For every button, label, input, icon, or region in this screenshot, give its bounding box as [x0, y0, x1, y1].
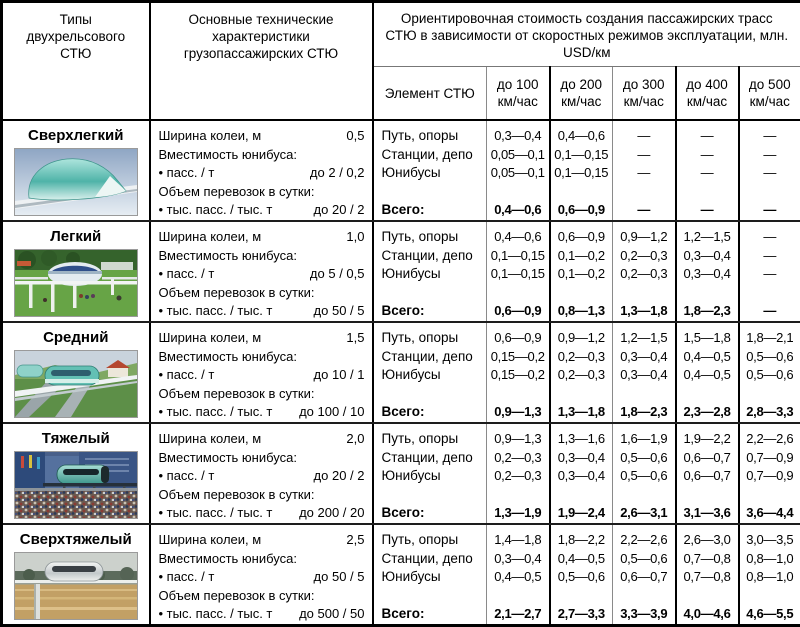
char-value	[361, 385, 365, 404]
element-label: Станции, депо	[382, 146, 487, 165]
cost-stations-value: 0,5—0,6	[613, 449, 675, 468]
header-characteristics	[150, 2, 373, 121]
char-label: Объем перевозок в сутки:	[159, 486, 315, 505]
cost-unibuses-value: —	[740, 265, 800, 284]
char-line	[159, 504, 365, 523]
char-value: 0,5	[342, 127, 364, 146]
cost-path-value: 1,4—1,8	[487, 531, 549, 550]
type-name: Легкий	[3, 228, 149, 246]
char-line	[159, 164, 365, 183]
cost-total-value: 1,3—1,9	[487, 504, 549, 523]
total-label: Всего:	[382, 605, 487, 624]
char-line	[159, 568, 365, 587]
cost-path-value: 0,9—1,2	[613, 228, 675, 247]
cost-total-value: 4,6—5,5	[740, 605, 800, 624]
speed-limit: до 400	[677, 76, 738, 93]
speed-unit: км/час	[740, 93, 800, 110]
cost-path-value: 2,2—2,6	[613, 531, 675, 550]
char-label: Вместимость юнибуса:	[159, 348, 297, 367]
characteristics-cell	[150, 524, 373, 626]
char-label: Ширина колеи, м	[159, 228, 262, 247]
char-label: • пасс. / т	[159, 467, 215, 486]
cost-cell-speed-500	[739, 322, 800, 423]
element-label: Юнибусы	[382, 164, 487, 183]
cost-unibuses-value: 0,15—0,2	[487, 366, 549, 385]
type-name: Сверхтяжелый	[3, 531, 149, 549]
cost-stations-value: —	[740, 146, 800, 165]
cost-total-value: 3,6—4,4	[740, 504, 800, 523]
char-line	[159, 201, 365, 220]
cost-stations-value: 0,5—0,6	[613, 550, 675, 569]
superheavy-photo	[14, 552, 138, 620]
cost-path-value: 0,9—1,2	[551, 329, 613, 348]
cost-unibuses-value: 0,1—0,2	[551, 265, 613, 284]
cost-total-value: 0,8—1,3	[551, 302, 613, 321]
char-value	[361, 183, 365, 202]
cost-stations-value: 0,2—0,3	[613, 247, 675, 266]
cost-cell-speed-400	[676, 423, 739, 524]
type-cell	[2, 524, 150, 626]
cost-unibuses-value: 0,3—0,4	[677, 265, 738, 284]
cost-path-value: 1,2—1,5	[613, 329, 675, 348]
char-label: Вместимость юнибуса:	[159, 449, 297, 468]
char-line	[159, 486, 365, 505]
char-label: Ширина колеи, м	[159, 127, 262, 146]
element-label: Юнибусы	[382, 467, 487, 486]
cost-total-value: 1,3—1,8	[551, 403, 613, 422]
cost-total-value: 4,0—4,6	[677, 605, 738, 624]
char-value: до 200 / 20	[295, 504, 364, 523]
type-row-ultralight	[2, 120, 800, 221]
speed-unit: км/час	[487, 93, 549, 110]
ultralight-unibus-image	[15, 149, 137, 215]
cost-path-value: 0,6—0,9	[551, 228, 613, 247]
cost-cell-speed-400	[676, 322, 739, 423]
char-value	[361, 146, 365, 165]
char-line	[159, 247, 365, 266]
char-label: Вместимость юнибуса:	[159, 550, 297, 569]
cost-total-value: 1,3—1,8	[613, 302, 675, 321]
cost-cell-speed-300	[613, 120, 676, 221]
cost-total-value: 1,9—2,4	[551, 504, 613, 523]
char-value: до 20 / 2	[310, 467, 365, 486]
cost-total-value: 0,9—1,3	[487, 403, 549, 422]
char-label: • пасс. / т	[159, 265, 215, 284]
cost-cell-speed-300	[613, 524, 676, 626]
char-line	[159, 302, 365, 321]
cost-stations-value: 0,7—0,9	[740, 449, 800, 468]
speed-unit: км/час	[613, 93, 675, 110]
char-line	[159, 146, 365, 165]
characteristics-cell	[150, 322, 373, 423]
header-characteristics-label: Основные технические характеристики грузопассажирских СТЮ	[151, 3, 372, 62]
cost-total-value: 2,7—3,3	[551, 605, 613, 624]
cost-cell-speed-300	[613, 322, 676, 423]
cost-path-value: 1,5—1,8	[677, 329, 738, 348]
cost-total-value: —	[740, 302, 800, 321]
char-label: Вместимость юнибуса:	[159, 247, 297, 266]
cost-total-value: —	[613, 201, 675, 220]
cost-cell-speed-400	[676, 524, 739, 626]
cost-path-value: 2,2—2,6	[740, 430, 800, 449]
char-line	[159, 550, 365, 569]
char-label: Объем перевозок в сутки:	[159, 587, 315, 606]
char-label: • тыс. пасс. / тыс. т	[159, 302, 273, 321]
char-line	[159, 403, 365, 422]
cost-path-value: 0,4—0,6	[551, 127, 613, 146]
char-value: 1,0	[342, 228, 364, 247]
characteristics-cell	[150, 423, 373, 524]
medium-unibus-image	[15, 351, 137, 417]
cost-cell-speed-100	[487, 524, 550, 626]
header-speed-500	[739, 67, 800, 121]
cost-cell-speed-200	[550, 221, 613, 322]
char-line	[159, 127, 365, 146]
cost-cell-speed-500	[739, 221, 800, 322]
element-label: Станции, депо	[382, 550, 487, 569]
cost-unibuses-value: —	[613, 164, 675, 183]
table-body	[2, 120, 800, 626]
cost-path-value: 1,6—1,9	[613, 430, 675, 449]
element-label: Юнибусы	[382, 265, 487, 284]
cost-cell-speed-400	[676, 221, 739, 322]
char-line	[159, 348, 365, 367]
cost-total-value: 2,8—3,3	[740, 403, 800, 422]
cost-path-value: 1,8—2,2	[551, 531, 613, 550]
cost-stations-value: 0,8—1,0	[740, 550, 800, 569]
medium-photo	[14, 350, 138, 418]
cost-path-value: 3,0—3,5	[740, 531, 800, 550]
speed-limit: до 200	[551, 76, 613, 93]
char-line	[159, 385, 365, 404]
cost-cell-speed-200	[550, 423, 613, 524]
cost-path-value: —	[740, 127, 800, 146]
element-cell	[373, 120, 487, 221]
cost-unibuses-value: 0,3—0,4	[613, 366, 675, 385]
cost-cell-speed-500	[739, 423, 800, 524]
cost-stations-value: —	[677, 146, 738, 165]
cost-stations-value: 0,1—0,15	[487, 247, 549, 266]
total-label: Всего:	[382, 302, 487, 321]
cost-path-value: 0,9—1,3	[487, 430, 549, 449]
cost-unibuses-value: 0,4—0,5	[677, 366, 738, 385]
char-value: 2,5	[342, 531, 364, 550]
element-cell	[373, 322, 487, 423]
light-unibus-image	[15, 250, 137, 316]
cost-unibuses-value: 0,2—0,3	[551, 366, 613, 385]
char-label: • тыс. пасс. / тыс. т	[159, 504, 273, 523]
cost-cell-speed-100	[487, 221, 550, 322]
cost-unibuses-value: 0,5—0,6	[613, 467, 675, 486]
cost-total-value: 0,4—0,6	[487, 201, 549, 220]
cost-unibuses-value: 0,2—0,3	[613, 265, 675, 284]
superheavy-unibus-image	[15, 553, 137, 619]
cost-stations-value: 0,4—0,5	[677, 348, 738, 367]
cost-total-value: 0,6—0,9	[551, 201, 613, 220]
char-value	[361, 449, 365, 468]
characteristics-cell	[150, 221, 373, 322]
cost-stations-value: 0,2—0,3	[487, 449, 549, 468]
cost-unibuses-value: 0,7—0,8	[677, 568, 738, 587]
header-types-label: Типы двухрельсового СТЮ	[3, 3, 149, 62]
cost-path-value: —	[613, 127, 675, 146]
char-value: до 50 / 5	[310, 302, 365, 321]
char-label: Вместимость юнибуса:	[159, 146, 297, 165]
cost-path-value: 0,4—0,6	[487, 228, 549, 247]
char-line	[159, 430, 365, 449]
cost-path-value: —	[740, 228, 800, 247]
element-label: Станции, депо	[382, 348, 487, 367]
char-line	[159, 183, 365, 202]
char-line	[159, 531, 365, 550]
cost-total-value: 2,3—2,8	[677, 403, 738, 422]
cost-cell-speed-200	[550, 120, 613, 221]
cost-total-value: 1,8—2,3	[677, 302, 738, 321]
element-label: Путь, опоры	[382, 127, 487, 146]
cost-cell-speed-200	[550, 322, 613, 423]
cost-unibuses-value: 0,05—0,1	[487, 164, 549, 183]
char-value	[361, 348, 365, 367]
char-value: 2,0	[342, 430, 364, 449]
char-line	[159, 329, 365, 348]
ultralight-photo	[14, 148, 138, 216]
cost-cell-speed-500	[739, 524, 800, 626]
cost-stations-value: 0,1—0,15	[551, 146, 613, 165]
char-value	[361, 486, 365, 505]
cost-path-value: 1,9—2,2	[677, 430, 738, 449]
cost-unibuses-value: 0,7—0,9	[740, 467, 800, 486]
char-label: • тыс. пасс. / тыс. т	[159, 403, 273, 422]
element-label: Путь, опоры	[382, 228, 487, 247]
cost-stations-value: 0,05—0,1	[487, 146, 549, 165]
header-row-top	[2, 2, 800, 67]
char-value: до 5 / 0,5	[306, 265, 365, 284]
char-value: до 100 / 10	[295, 403, 364, 422]
cost-stations-value: —	[740, 247, 800, 266]
cost-unibuses-value: 0,5—0,6	[551, 568, 613, 587]
char-value: 1,5	[342, 329, 364, 348]
heavy-photo	[14, 451, 138, 519]
type-row-light	[2, 221, 800, 322]
cost-cell-speed-200	[550, 524, 613, 626]
cost-stations-value: 0,2—0,3	[551, 348, 613, 367]
cost-stations-value: 0,7—0,8	[677, 550, 738, 569]
element-cell	[373, 524, 487, 626]
cost-stations-value: 0,3—0,4	[677, 247, 738, 266]
char-value: до 2 / 0,2	[306, 164, 365, 183]
cost-unibuses-value: 0,2—0,3	[487, 467, 549, 486]
char-label: • тыс. пасс. / тыс. т	[159, 201, 273, 220]
char-value: до 10 / 1	[310, 366, 365, 385]
char-label: • пасс. / т	[159, 164, 215, 183]
type-name: Сверхлегкий	[3, 127, 149, 145]
element-label: Юнибусы	[382, 366, 487, 385]
char-label: • пасс. / т	[159, 366, 215, 385]
char-value: до 500 / 50	[295, 605, 364, 624]
cost-stations-value: 0,3—0,4	[487, 550, 549, 569]
char-line	[159, 265, 365, 284]
cost-unibuses-value: —	[677, 164, 738, 183]
element-label: Путь, опоры	[382, 329, 487, 348]
char-label: Объем перевозок в сутки:	[159, 284, 315, 303]
char-line	[159, 605, 365, 624]
type-cell	[2, 423, 150, 524]
type-row-superheavy	[2, 524, 800, 626]
char-label: Объем перевозок в сутки:	[159, 385, 315, 404]
char-label: • тыс. пасс. / тыс. т	[159, 605, 273, 624]
type-name: Тяжелый	[3, 430, 149, 448]
header-element-label: Элемент СТЮ	[374, 85, 487, 102]
type-row-heavy	[2, 423, 800, 524]
cost-cell-speed-100	[487, 423, 550, 524]
element-cell	[373, 423, 487, 524]
cost-stations-value: —	[613, 146, 675, 165]
cost-path-value: 1,2—1,5	[677, 228, 738, 247]
cost-total-value: —	[740, 201, 800, 220]
cost-cell-speed-500	[739, 120, 800, 221]
char-line	[159, 366, 365, 385]
cost-cell-speed-300	[613, 221, 676, 322]
cost-path-value: 2,6—3,0	[677, 531, 738, 550]
cost-unibuses-value: 0,1—0,15	[551, 164, 613, 183]
element-label: Путь, опоры	[382, 430, 487, 449]
cost-cell-speed-400	[676, 120, 739, 221]
cost-path-value: 1,3—1,6	[551, 430, 613, 449]
cost-stations-value: 0,5—0,6	[740, 348, 800, 367]
total-label: Всего:	[382, 201, 487, 220]
cost-unibuses-value: —	[740, 164, 800, 183]
cost-stations-value: 0,1—0,2	[551, 247, 613, 266]
cost-unibuses-value: 0,3—0,4	[551, 467, 613, 486]
cost-total-value: —	[677, 201, 738, 220]
heavy-unibus-image	[15, 452, 137, 518]
light-photo	[14, 249, 138, 317]
char-value: до 50 / 5	[310, 568, 365, 587]
char-label: Ширина колеи, м	[159, 329, 262, 348]
speed-limit: до 500	[740, 76, 800, 93]
type-cell	[2, 120, 150, 221]
char-label: Объем перевозок в сутки:	[159, 183, 315, 202]
char-line	[159, 228, 365, 247]
header-cost-title	[373, 2, 800, 67]
char-value	[361, 284, 365, 303]
element-cell	[373, 221, 487, 322]
cost-unibuses-value: 0,1—0,15	[487, 265, 549, 284]
speed-limit: до 100	[487, 76, 549, 93]
header-speed-400	[676, 67, 739, 121]
speed-unit: км/час	[677, 93, 738, 110]
header-types	[2, 2, 150, 121]
cost-unibuses-value: 0,6—0,7	[613, 568, 675, 587]
char-label: • пасс. / т	[159, 568, 215, 587]
header-speed-200	[550, 67, 613, 121]
cost-path-value: 0,3—0,4	[487, 127, 549, 146]
type-name: Средний	[3, 329, 149, 347]
char-line	[159, 587, 365, 606]
element-label: Путь, опоры	[382, 531, 487, 550]
cost-total-value: 2,1—2,7	[487, 605, 549, 624]
type-cell	[2, 221, 150, 322]
cost-cell-speed-100	[487, 322, 550, 423]
cost-stations-value: 0,6—0,7	[677, 449, 738, 468]
cost-path-value: —	[677, 127, 738, 146]
cost-unibuses-value: 0,8—1,0	[740, 568, 800, 587]
char-label: Ширина колеи, м	[159, 531, 262, 550]
cost-total-value: 0,6—0,9	[487, 302, 549, 321]
cost-total-value: 3,1—3,6	[677, 504, 738, 523]
cost-path-value: 0,6—0,9	[487, 329, 549, 348]
total-label: Всего:	[382, 504, 487, 523]
element-label: Станции, депо	[382, 449, 487, 468]
char-value	[361, 587, 365, 606]
cost-cell-speed-100	[487, 120, 550, 221]
speed-limit: до 300	[613, 76, 675, 93]
cost-stations-value: 0,15—0,2	[487, 348, 549, 367]
cost-unibuses-value: 0,5—0,6	[740, 366, 800, 385]
char-value	[361, 247, 365, 266]
type-row-medium	[2, 322, 800, 423]
total-label: Всего:	[382, 403, 487, 422]
speed-unit: км/час	[551, 93, 613, 110]
header-element	[373, 67, 487, 121]
cost-path-value: 1,8—2,1	[740, 329, 800, 348]
char-line	[159, 467, 365, 486]
cost-stations-value: 0,3—0,4	[551, 449, 613, 468]
element-label: Станции, депо	[382, 247, 487, 266]
char-line	[159, 449, 365, 468]
type-cell	[2, 322, 150, 423]
char-line	[159, 284, 365, 303]
element-label: Юнибусы	[382, 568, 487, 587]
cost-cell-speed-300	[613, 423, 676, 524]
char-value	[361, 550, 365, 569]
header-cost-title-label: Ориентировочная стоимость создания пассажирских трасс СТЮ в зависимости от скоростных режимов эксплуатации, млн. USD/км	[374, 3, 800, 61]
cost-unibuses-value: 0,4—0,5	[487, 568, 549, 587]
cost-stations-value: 0,3—0,4	[613, 348, 675, 367]
header-speed-100	[487, 67, 550, 121]
cost-total-value: 2,6—3,1	[613, 504, 675, 523]
characteristics-cell	[150, 120, 373, 221]
cost-stations-value: 0,4—0,5	[551, 550, 613, 569]
header-speed-300	[613, 67, 676, 121]
char-value: до 20 / 2	[310, 201, 365, 220]
cost-total-value: 1,8—2,3	[613, 403, 675, 422]
cost-total-value: 3,3—3,9	[613, 605, 675, 624]
cost-unibuses-value: 0,6—0,7	[677, 467, 738, 486]
char-label: Ширина колеи, м	[159, 430, 262, 449]
